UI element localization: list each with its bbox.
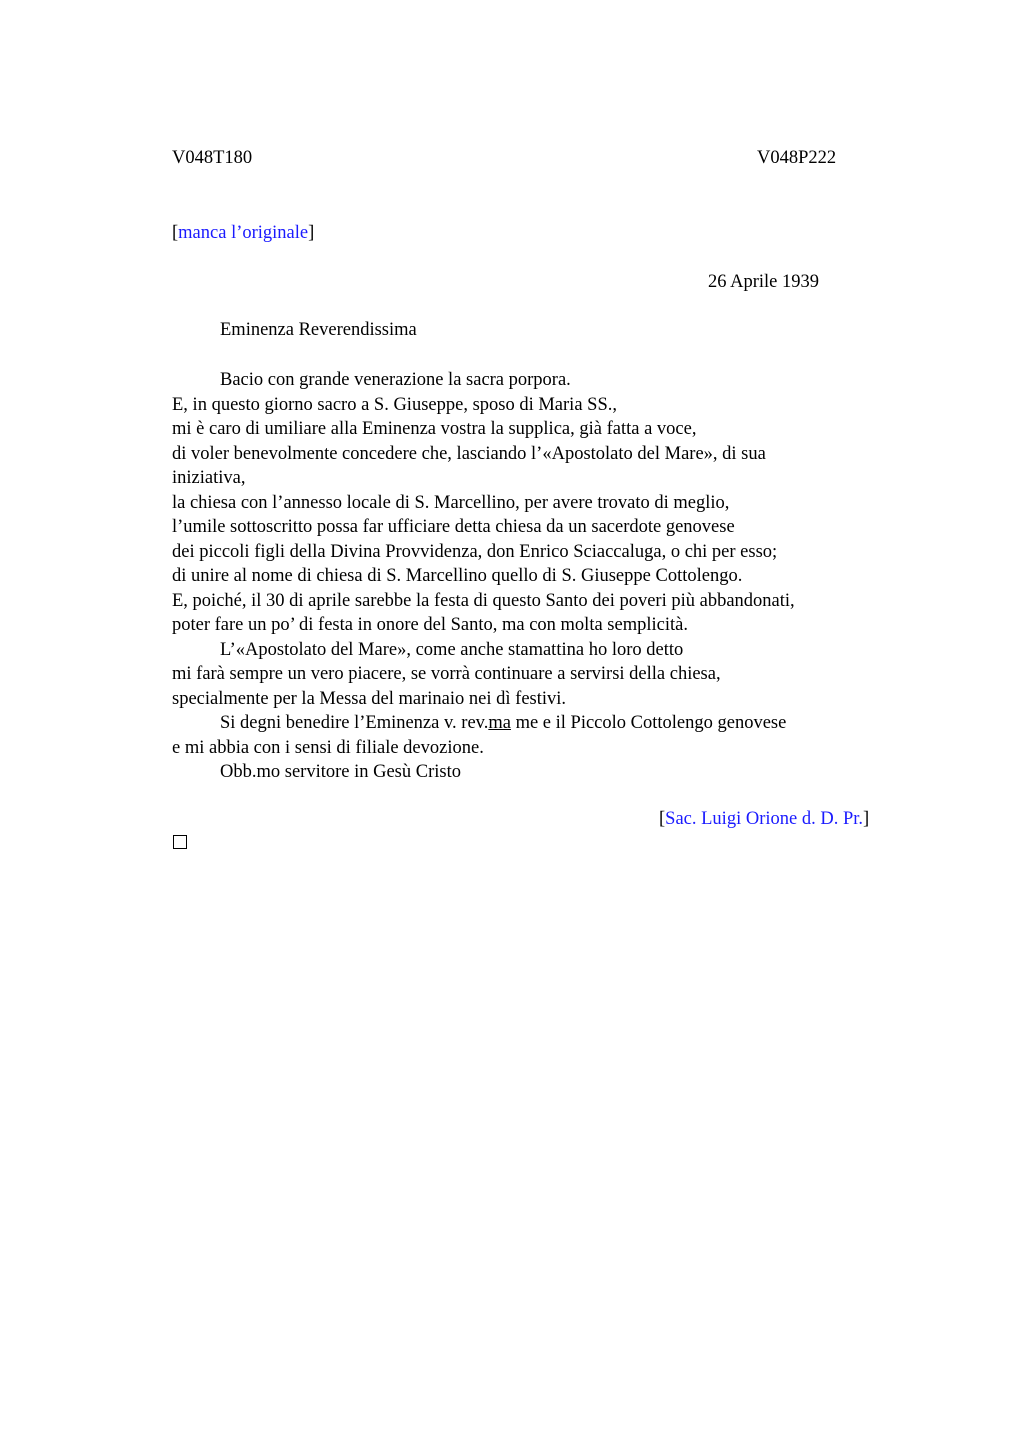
closing-line: Obb.mo servitore in Gesù Cristo [220, 762, 461, 782]
salutation: Eminenza Reverendissima [220, 320, 417, 340]
letter-body [172, 368, 892, 785]
body-line: di unire al nome di chiesa di S. Marcellino quello di S. Giuseppe Cottolengo. [172, 566, 743, 586]
body-line: l’umile sottoscritto possa far ufficiare detta chiesa da un sacerdote genovese [172, 517, 735, 537]
body-line: specialmente per la Messa del marinaio nei dì festivi. [172, 688, 567, 709]
body-line: la chiesa con l’annesso locale di S. Marcellino, per avere trovato di meglio, [172, 492, 730, 513]
left-doc-code: V048T180 [172, 148, 253, 168]
editorial-note [172, 221, 314, 245]
body-line: Bacio con grande venerazione la sacra porpora. [220, 370, 571, 390]
signature-text: Sac. Luigi Orione d. D. Pr. [665, 809, 863, 829]
body-line: e mi abbia con i sensi di filiale devozione. [172, 737, 484, 758]
body-line: di voler benevolmente concedere che, lasciando l’«Apostolato del Mare», di sua [172, 443, 766, 464]
note-close-bracket: ] [308, 223, 315, 243]
body-line-part: Si degni benedire l’Eminenza v. rev. [220, 713, 489, 733]
body-line: mi è caro di umiliare alla Eminenza vostra la supplica, già fatta a voce, [172, 419, 697, 439]
body-line: E, in questo giorno sacro a S. Giuseppe, sposo di Maria SS., [172, 394, 617, 415]
underlined-abbreviation: ma [488, 713, 511, 733]
body-line: poter fare un po’ di festa in onore del Santo, ma con molta semplicità. [172, 615, 688, 635]
note-text: manca l’originale [178, 223, 309, 243]
signature-open-bracket: [ [659, 809, 666, 829]
body-line-part: me e il Piccolo Cottolengo genovese [510, 713, 787, 733]
end-of-document-box-icon [173, 835, 187, 849]
body-line: iniziativa, [172, 468, 246, 488]
note-open-bracket: [ [172, 223, 179, 243]
signature-close-bracket: ] [863, 809, 870, 829]
signature [659, 807, 869, 831]
letter-date: 26 Aprile 1939 [708, 272, 819, 292]
body-line: mi farà sempre un vero piacere, se vorrà continuare a servirsi della chiesa, [172, 664, 721, 684]
right-doc-code: V048P222 [757, 148, 837, 168]
body-line [172, 711, 892, 736]
body-line: dei piccoli figli della Divina Provvidenza, don Enrico Sciaccaluga, o chi per esso; [172, 541, 778, 562]
body-line: L’«Apostolato del Mare», come anche stamattina ho loro detto [220, 639, 684, 660]
body-line: E, poiché, il 30 di aprile sarebbe la festa di questo Santo dei poveri più abbandonati, [172, 590, 795, 611]
